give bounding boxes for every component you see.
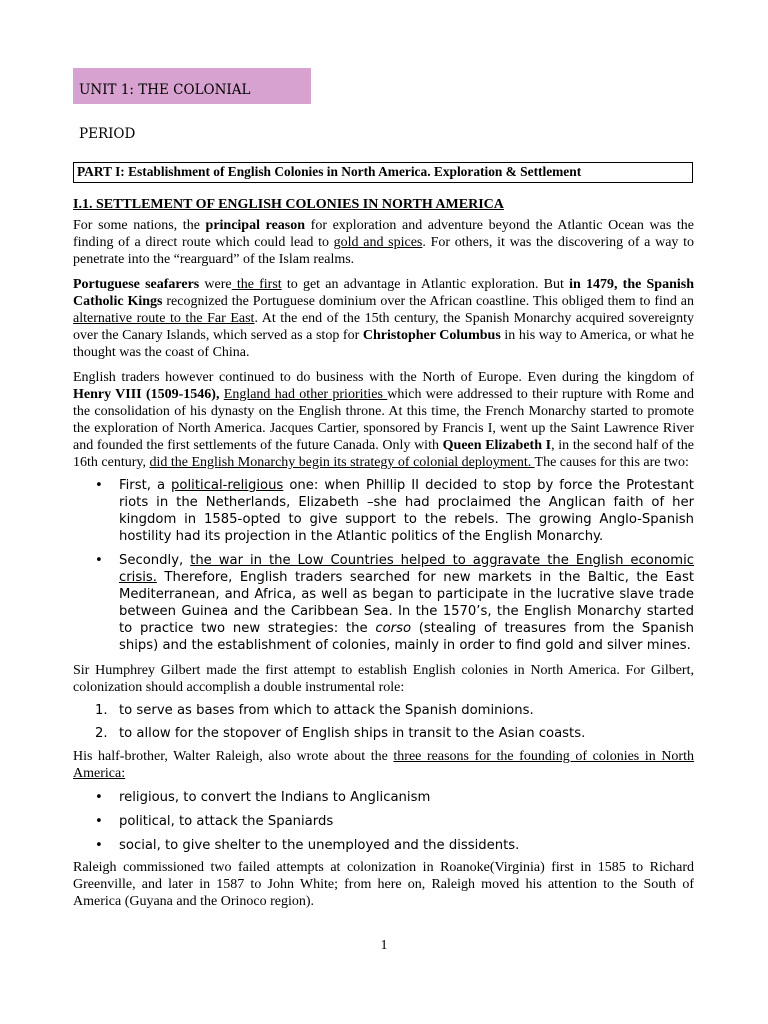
part-title: PART I: Establishment of English Colonies in North America. Exploration & Settlement bbox=[73, 162, 693, 183]
reasons-list bbox=[73, 789, 694, 854]
roles-list bbox=[73, 702, 694, 742]
list-item: • First, a political-religious one: when Phillip II decided to stop by force the Protestant riots in the Netherlands, Elizabeth –she had proclaimed the Anglican faith of her kingdom in 1585-opted to give support to the rebels. The growing Anglo-Spanish hostility had its projection in the Atlantic politics of the English Monarchy. bbox=[95, 478, 694, 544]
paragraph-portuguese: Portuguese seafarers were the first to get an advantage in Atlantic exploration. But in 1479, the Spanish Catholic Kings recognized the Portuguese dominium over the African coastline. This obliged them to find an alternative route to the Far East. At the end of the 15th century, the Spanish Monarchy acquired sovereignty over the Canary Islands, which served as a stop for Christopher Columbus in his way to America, or what he thought was the coast of China. bbox=[73, 277, 695, 360]
paragraph-english-traders: English traders however continued to do business with the North of Europe. Even during the kingdom of Henry VIII (1509-1546), England had other priorities which were addressed to their rupture with Rome and the consolidation of his dynasty on the English throne. At this time, the French Monarchy started to promote the exploration of North America. Jacques Cartier, sponsored by Francis I, went up the Saint Lawrence River and founded the first settlements of the future Canada. Only with Queen Elizabeth I, in the second half of the 16th century, did the English Monarchy begin its strategy of colonial deployment. The causes for this are two: bbox=[73, 370, 694, 470]
page-number: 1 bbox=[380, 938, 388, 953]
causes-list bbox=[73, 477, 694, 654]
paragraph-roanoke: Raleigh commissioned two failed attempts at colonization in Roanoke(Virginia) first in 1585 to Richard Greenville, and later in 1587 to John White; from here on, Raleigh moved his attention to the South of America (Guyana and the Orinoco region). bbox=[73, 860, 694, 909]
list-item: • social, to give shelter to the unemployed and the dissidents. bbox=[95, 838, 520, 853]
list-number: 2. bbox=[95, 726, 108, 741]
paragraph-gilbert: Sir Humphrey Gilbert made the first attempt to establish English colonies in North America. For Gilbert, colonization should accomplish a double instrumental role: bbox=[73, 663, 694, 695]
bullet-icon: • bbox=[95, 790, 103, 805]
list-item: 2. to allow for the stopover of English ships in transit to the Asian coasts. bbox=[95, 726, 586, 741]
paragraph-principal-reason: For some nations, the principal reason for exploration and adventure beyond the Atlantic Ocean was the finding of a direct route which could lead to gold and spices. For others, it was the discovering of a way to penetrate into the “rearguard” of the Islam realms. bbox=[73, 218, 694, 267]
bullet-icon: • bbox=[95, 553, 103, 568]
list-item: • political, to attack the Spaniards bbox=[95, 814, 334, 829]
section-title: I.1. SETTLEMENT OF ENGLISH COLONIES IN NORTH AMERICA bbox=[73, 197, 504, 212]
bullet-icon: • bbox=[95, 838, 103, 853]
document-page bbox=[73, 68, 694, 910]
paragraph-raleigh: His half-brother, Walter Raleigh, also wrote about the three reasons for the founding of colonies in North America: bbox=[73, 749, 694, 781]
bullet-icon: • bbox=[95, 478, 103, 493]
list-number: 1. bbox=[95, 703, 108, 718]
bullet-icon: • bbox=[95, 814, 103, 829]
list-item: 1. to serve as bases from which to attack the Spanish dominions. bbox=[95, 703, 534, 718]
list-item: • religious, to convert the Indians to Anglicanism bbox=[95, 790, 431, 805]
unit-title: UNIT 1: THE COLONIAL PERIOD bbox=[73, 68, 311, 104]
list-item: • Secondly, the war in the Low Countries helped to aggravate the English economic crisis. Therefore, English traders searched for new markets in the Baltic, the East Mediterranean, and Africa, as well as began to participate in the lucrative slave trade between Guinea and the Caribbean Sea. In the 1570’s, the English Monarchy started to practice two new strategies: the corso (stealing of treasures from the Spanish ships) and the establishment of colonies, mainly in order to find gold and silver mines. bbox=[95, 553, 695, 653]
